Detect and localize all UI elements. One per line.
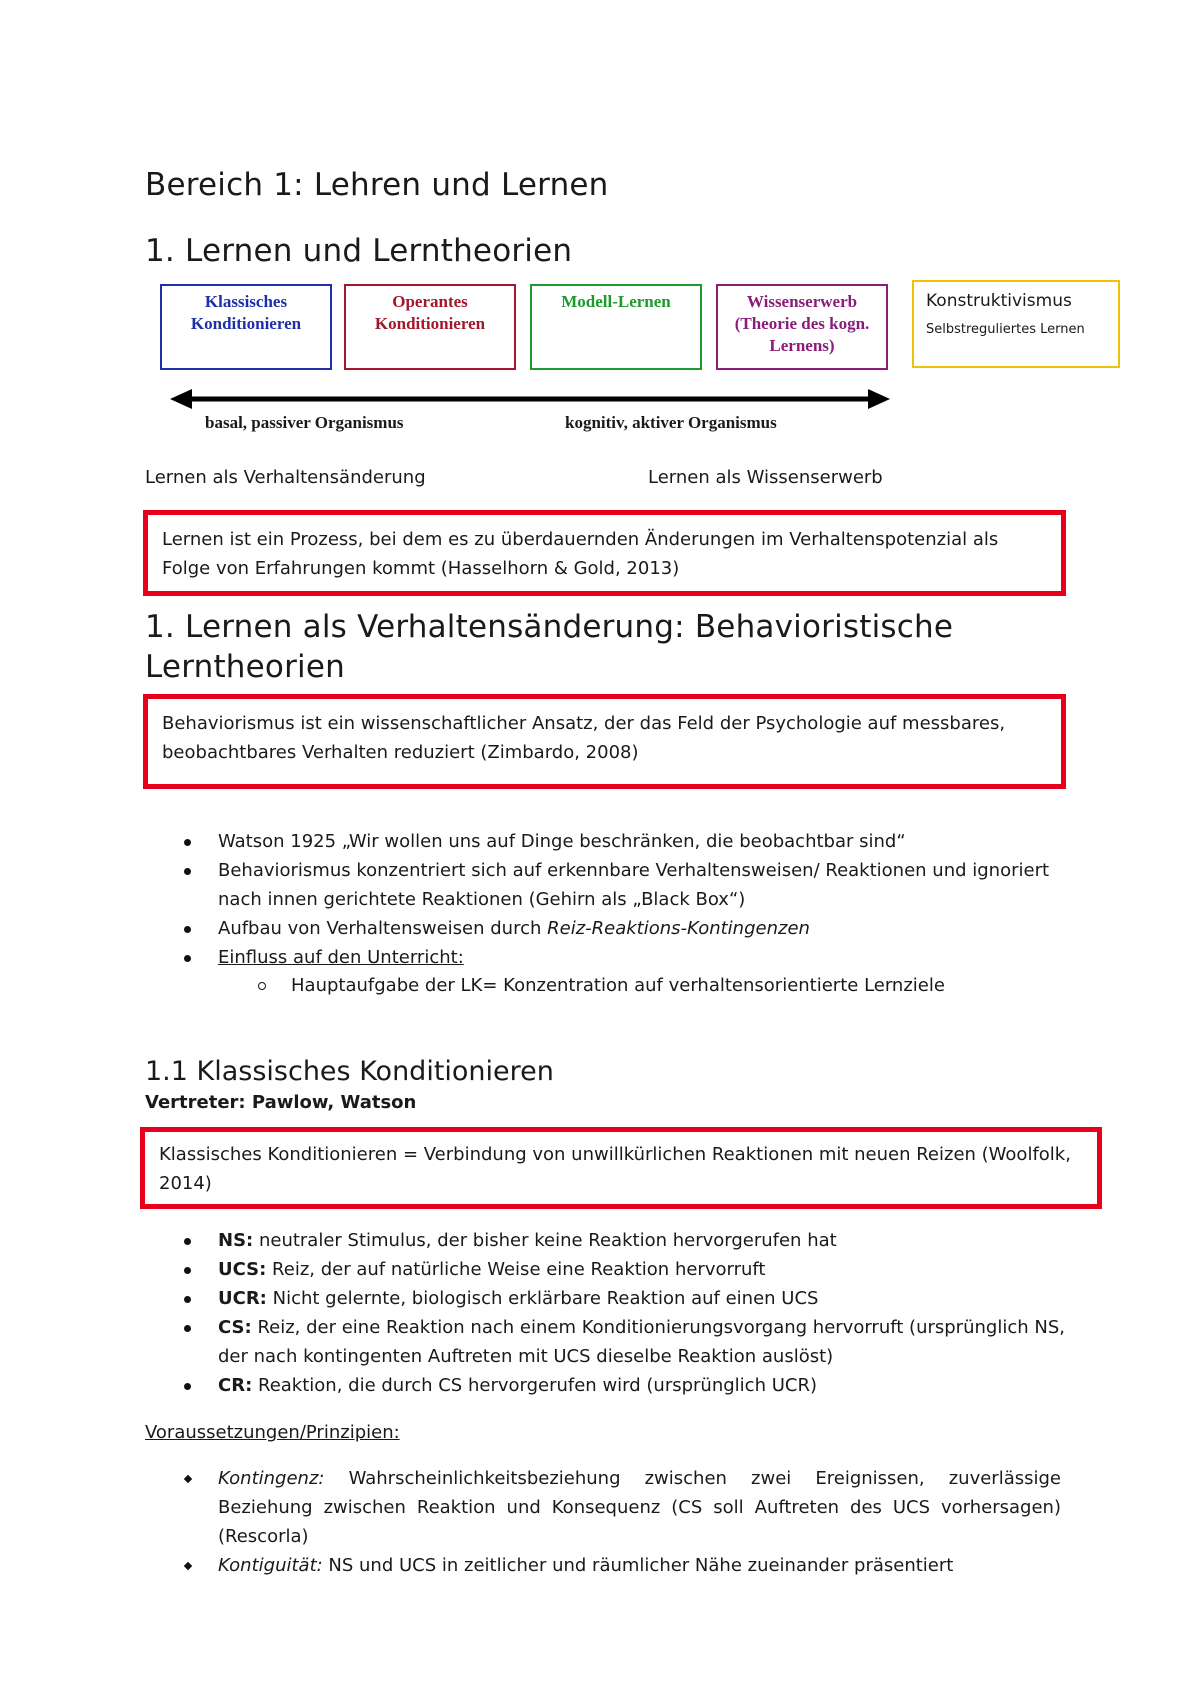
box-konstruktivismus	[912, 280, 1120, 368]
definition-text: Klassisches Konditionieren = Verbindung von unwillkürlichen Reaktionen mit neuen Reizen (Woolfolk, 2014)	[159, 1144, 1071, 1194]
definition-text: Lernen ist ein Prozess, bei dem es zu überdauernden Änderungen im Verhaltenspotenzial als Folge von Erfahrungen kommt (Hasselhorn & Gold, 2013)	[162, 529, 999, 579]
list-item	[218, 1284, 1073, 1313]
bullet-icon	[184, 1383, 191, 1390]
box-wissenserwerb	[716, 284, 888, 370]
term-label: CS:	[218, 1317, 252, 1338]
principle-label: Kontiguität:	[218, 1555, 323, 1576]
definition-lernen	[143, 510, 1066, 596]
vertreter: Vertreter: Pawlow, Watson	[145, 1092, 417, 1113]
double-arrow	[170, 387, 890, 411]
principle-text: Wahrscheinlichkeitsbeziehung zwischen zwei Ereignissen, zuverlässige Beziehung zwischen Reaktion und Konsequenz (CS soll Auftreten des UCS vorhersagen) (Rescorla)	[218, 1468, 1061, 1547]
label-wissenserwerb: Lernen als Wissenserwerb	[648, 467, 883, 488]
list-item	[218, 1551, 1061, 1580]
list-item	[218, 856, 1073, 914]
bullet-icon	[184, 1562, 192, 1570]
behaviorismus-bullet-list	[218, 827, 1073, 972]
box-subtitle: Selbstreguliertes Lernen	[926, 322, 1085, 337]
list-item	[218, 914, 1073, 943]
box-label: Wissenserwerb (Theorie des kogn. Lernens)	[734, 292, 870, 355]
bullet-icon	[184, 1325, 191, 1332]
list-item-text: Behaviorismus konzentriert sich auf erkennbare Verhaltensweisen/ Reaktionen und ignoriert nach innen gerichtete Reaktionen (Gehirn als „Black Box“)	[218, 860, 1050, 910]
term-text: Reiz, der eine Reaktion nach einem Konditionierungsvorgang hervorruft (ursprünglich NS, der nach kontingenten Auftreten mit UCS dieselbe Reaktion auslöst)	[218, 1317, 1065, 1367]
box-label: Operantes Konditionieren	[374, 292, 486, 333]
label-verhaltensaenderung: Lernen als Verhaltensänderung	[145, 467, 426, 488]
principle-text: NS und UCS in zeitlicher und räumlicher Nähe zueinander präsentiert	[322, 1555, 954, 1576]
list-item-text: Einfluss auf den Unterricht:	[218, 947, 464, 968]
terms-list	[218, 1226, 1073, 1400]
term-label: CR:	[218, 1375, 253, 1396]
list-item	[218, 1255, 1073, 1284]
box-modell-lernen	[530, 284, 702, 370]
definition-text: Behaviorismus ist ein wissenschaftlicher Ansatz, der das Feld der Psychologie auf messbares, beobachtbares Verhalten reduziert (Zimbardo, 2008)	[162, 713, 1006, 763]
definition-behaviorismus	[143, 694, 1066, 789]
list-item-text: Aufbau von Verhaltensweisen durch	[218, 918, 548, 939]
term-label: UCS:	[218, 1259, 267, 1280]
voraussetzungen-label: Voraussetzungen/Prinzipien:	[145, 1422, 400, 1443]
principles-list	[218, 1464, 1061, 1580]
list-item	[218, 1464, 1061, 1551]
term-text: Nicht gelernte, biologisch erklärbare Reaktion auf einen UCS	[266, 1288, 819, 1309]
bullet-icon	[184, 1267, 191, 1274]
principle-label: Kontingenz:	[218, 1468, 325, 1489]
definition-klassisches-konditionieren	[140, 1127, 1102, 1209]
subsection-heading-klassisch: 1.1 Klassisches Konditionieren	[145, 1056, 554, 1087]
list-item	[218, 1226, 1073, 1255]
bullet-icon	[184, 1238, 191, 1245]
list-item-text: Watson 1925 „Wir wollen uns auf Dinge beschränken, die beobachtbar sind“	[218, 831, 906, 852]
term-label: NS:	[218, 1230, 254, 1251]
list-item	[218, 827, 1073, 856]
list-item	[218, 1313, 1073, 1371]
box-klassisches-konditionieren	[160, 284, 332, 370]
term-text: Reiz, der auf natürliche Weise eine Reaktion hervorruft	[266, 1259, 766, 1280]
hollow-bullet-icon	[258, 982, 266, 990]
section-heading-lerntheorien: 1. Lernen und Lerntheorien	[145, 233, 573, 269]
term-text: neutraler Stimulus, der bisher keine Reaktion hervorgerufen hat	[253, 1230, 837, 1251]
section-heading-behaviorismus: 1. Lernen als Verhaltensänderung: Behavioristische Lerntheorien	[145, 609, 954, 685]
bullet-icon	[184, 955, 191, 962]
term-label: UCR:	[218, 1288, 267, 1309]
box-operantes-konditionieren	[344, 284, 516, 370]
term-text: Reaktion, die durch CS hervorgerufen wird (ursprünglich UCR)	[252, 1375, 817, 1396]
bullet-icon	[184, 926, 191, 933]
list-item-italic: Reiz-Reaktions-Kontingenzen	[547, 918, 810, 939]
page-title: Bereich 1: Lehren und Lernen	[145, 167, 609, 203]
box-label: Modell-Lernen	[561, 292, 671, 311]
list-item-text: Hauptaufgabe der LK= Konzentration auf verhaltensorientierte Lernziele	[291, 975, 945, 996]
bullet-icon	[184, 1296, 191, 1303]
bullet-icon	[184, 839, 191, 846]
bullet-icon	[184, 868, 191, 875]
arrow-left-label: basal, passiver Organismus	[205, 413, 404, 432]
box-label: Klassisches Konditionieren	[190, 292, 302, 333]
list-item	[218, 943, 1073, 972]
box-title: Konstruktivismus	[926, 291, 1072, 311]
bullet-icon	[184, 1475, 192, 1483]
list-item	[218, 1371, 1073, 1400]
arrow-right-label: kognitiv, aktiver Organismus	[565, 413, 777, 432]
sub-list-item	[291, 971, 1091, 1000]
